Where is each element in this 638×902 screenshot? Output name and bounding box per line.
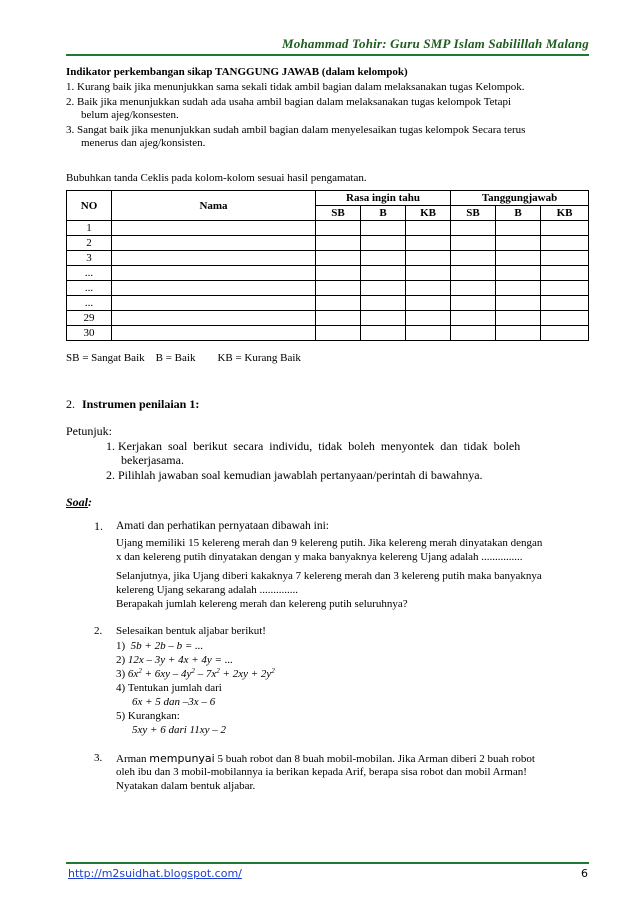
q3-line-1-end: 5 buah robot dan 8 buah mobil-mobilan. Jika Arman diberi 2 buah robot [214,753,535,765]
q2-item-5-expression: 5xy + 6 dari 11xy – 2 [132,724,226,736]
check-cell[interactable] [496,266,541,281]
q1-paragraph-1-cont: x dan kelereng putih dinyatakan dengan y maka banyaknya kelereng Ujang adalah ............... [116,551,523,563]
q3-line-2: oleh ibu dan 3 mobil-mobilannya ia berikan kepada Arif, berapa sisa robot dan mobil Arman! [116,766,527,778]
check-cell[interactable] [361,311,406,326]
check-cell[interactable] [541,281,589,296]
header-tanggungjawab: Tanggungjawab [451,191,589,206]
row-number: ... [67,266,112,281]
name-cell[interactable] [112,221,316,236]
check-cell[interactable] [496,281,541,296]
q2-item-3 [116,668,275,681]
table-row [67,221,589,236]
q3-line-1-verb: mempunyai [149,752,215,765]
indikator-item-3-cont: menerus dan ajeg/konsisten. [81,137,206,149]
q1-number: 1. [94,519,103,533]
check-cell[interactable] [406,221,451,236]
check-cell[interactable] [451,281,496,296]
page-number: 6 [581,867,588,880]
check-cell[interactable] [406,251,451,266]
petunjuk-item-1: 1. Kerjakan soal berikut secara individu, tidak boleh menyontek dan tidak boleh [106,439,521,453]
check-cell[interactable] [406,296,451,311]
row-number: 30 [67,326,112,341]
subheader-kb-2: KB [541,206,589,221]
q2-title: Selesaikan bentuk aljabar berikut! [116,625,266,637]
q2-item-3-term-d: + 2xy + 2y [219,668,272,680]
check-cell[interactable] [316,236,361,251]
check-cell[interactable] [451,251,496,266]
q2-item-4 [116,682,222,695]
q1-paragraph-1: Ujang memiliki 15 kelereng merah dan 9 kelereng putih. Jika kelereng merah dinyatakan dengan [116,537,543,549]
q2-item-5 [116,710,180,723]
subheader-sb-1: SB [316,206,361,221]
exponent: 2 [138,667,142,675]
row-number: 2 [67,236,112,251]
check-cell[interactable] [406,311,451,326]
indikator-item-3: 3. Sangat baik jika menunjukkan sudah ambil bagian dalam menyelesaikan tugas kelompok Secara terus [66,124,526,136]
check-cell[interactable] [541,311,589,326]
subheader-sb-2: SB [451,206,496,221]
page-header-title: Mohammad Tohir: Guru SMP Islam Sabilillah Malang [281,36,589,51]
row-number: ... [67,281,112,296]
q2-item-4-number: 4) [116,682,126,694]
table-row [67,236,589,251]
table-row [67,311,589,326]
row-number: 3 [67,251,112,266]
check-cell[interactable] [496,311,541,326]
q2-item-4-expression: 6x + 5 dan –3x – 6 [132,696,216,708]
name-cell[interactable] [112,326,316,341]
check-cell[interactable] [316,326,361,341]
petunjuk-item-1-cont: bekerjasama. [121,453,184,467]
check-cell[interactable] [541,326,589,341]
q1-question: Berapakah jumlah kelereng merah dan kelereng putih seluruhnya? [116,598,408,610]
check-cell[interactable] [451,236,496,251]
check-cell[interactable] [406,326,451,341]
check-cell[interactable] [361,236,406,251]
check-cell[interactable] [496,221,541,236]
check-cell[interactable] [361,326,406,341]
section-number: 2. [66,397,75,411]
name-cell[interactable] [112,296,316,311]
check-cell[interactable] [451,266,496,281]
q1-paragraph-2-cont: kelereng Ujang sekarang adalah .............. [116,584,299,596]
footer-link[interactable]: http://m2suidhat.blogspot.com/ [68,867,242,880]
name-cell[interactable] [112,281,316,296]
observation-table [66,190,589,341]
q2-item-2-number: 2) [116,654,126,666]
indikator-heading: Indikator perkembangan sikap TANGGUNG JAWAB (dalam kelompok) [66,66,408,78]
check-cell[interactable] [451,221,496,236]
check-cell[interactable] [316,221,361,236]
q2-item-4-text: Tentukan jumlah dari [127,682,222,694]
check-cell[interactable] [541,296,589,311]
name-cell[interactable] [112,311,316,326]
q2-item-1-expression: 5b + 2b – b = ... [130,640,204,652]
check-cell[interactable] [361,281,406,296]
petunjuk-item-2: 2. Pilihlah jawaban soal kemudian jawablah pertanyaan/perintah di bawahnya. [106,468,483,482]
q2-item-2 [116,654,233,667]
petunjuk-label: Petunjuk: [66,424,113,438]
check-cell[interactable] [496,236,541,251]
check-cell[interactable] [451,311,496,326]
q2-item-1 [116,640,203,653]
q3-line-1 [116,752,535,766]
check-cell[interactable] [541,221,589,236]
q1-title: Amati dan perhatikan pernyataan dibawah ini: [116,520,329,532]
check-cell[interactable] [316,251,361,266]
q3-line-1-start: Arman [116,753,150,765]
instruction-text: Bubuhkan tanda Ceklis pada kolom-kolom sesuai hasil pengamatan. [66,172,367,184]
q2-item-3-term-c: – 7x [194,668,217,680]
row-number: 29 [67,311,112,326]
check-cell[interactable] [541,266,589,281]
indikator-item-1: 1. Kurang baik jika menunjukkan sama sekali tidak ambil bagian dalam melaksanakan tugas Kelompok. [66,81,525,93]
check-cell[interactable] [451,296,496,311]
subheader-b-2: B [496,206,541,221]
header-rasa-ingin-tahu: Rasa ingin tahu [316,191,451,206]
q2-item-1-number: 1) [116,640,126,652]
exponent: 2 [191,667,195,675]
check-cell[interactable] [316,296,361,311]
table-row [67,251,589,266]
check-cell[interactable] [451,326,496,341]
check-cell[interactable] [316,281,361,296]
q2-item-2-expression: 12x – 3y + 4x + 4y = ... [127,654,233,666]
check-cell[interactable] [361,266,406,281]
footer-rule [66,862,589,864]
indikator-item-2-cont: belum ajeg/konsesten. [81,109,179,121]
check-cell[interactable] [361,296,406,311]
q2-item-5-text: Kurangkan: [127,710,180,722]
name-cell[interactable] [112,266,316,281]
soal-heading [66,496,92,509]
check-cell[interactable] [406,266,451,281]
check-cell[interactable] [496,326,541,341]
name-cell[interactable] [112,251,316,266]
header-nama: Nama [112,191,316,221]
indikator-item-2: 2. Baik jika menunjukkan sudah ada usaha ambil bagian dalam melaksanakan tugas kelompok Tetapi [66,96,512,108]
table-legend: SB = Sangat Baik B = Baik KB = Kurang Baik [66,352,301,364]
check-cell[interactable] [361,221,406,236]
check-cell[interactable] [406,236,451,251]
table-row [67,296,589,311]
subheader-b-1: B [361,206,406,221]
q2-item-5-number: 5) [116,710,126,722]
soal-colon: : [88,495,93,509]
q3-line-3: Nyatakan dalam bentuk aljabar. [116,780,256,792]
exponent: 2 [271,667,275,675]
row-number: 1 [67,221,112,236]
row-number: ... [67,296,112,311]
q2-number: 2. [94,625,103,637]
check-cell[interactable] [361,251,406,266]
check-cell[interactable] [541,236,589,251]
header-no: NO [67,191,112,221]
header-rule [66,54,589,56]
check-cell[interactable] [496,251,541,266]
soal-label: Soal [66,495,89,509]
q1-paragraph-2: Selanjutnya, jika Ujang diberi kakaknya 7 kelereng merah dan 3 kelereng putih maka banyaknya [116,570,542,582]
table-row [67,266,589,281]
check-cell[interactable] [316,311,361,326]
check-cell[interactable] [496,296,541,311]
q2-item-3-term-a: 6x [127,668,139,680]
q3-number: 3. [94,752,103,764]
q2-item-3-number: 3) [116,668,126,680]
check-cell[interactable] [541,251,589,266]
name-cell[interactable] [112,236,316,251]
q2-item-3-term-b: + 6xy – 4y [141,668,192,680]
subheader-kb-1: KB [406,206,451,221]
check-cell[interactable] [406,281,451,296]
exponent: 2 [216,667,220,675]
check-cell[interactable] [316,266,361,281]
q2-item-3-expression [128,668,275,680]
table-row [67,281,589,296]
table-row [67,326,589,341]
section-title: Instrumen penilaian 1: [82,397,200,411]
